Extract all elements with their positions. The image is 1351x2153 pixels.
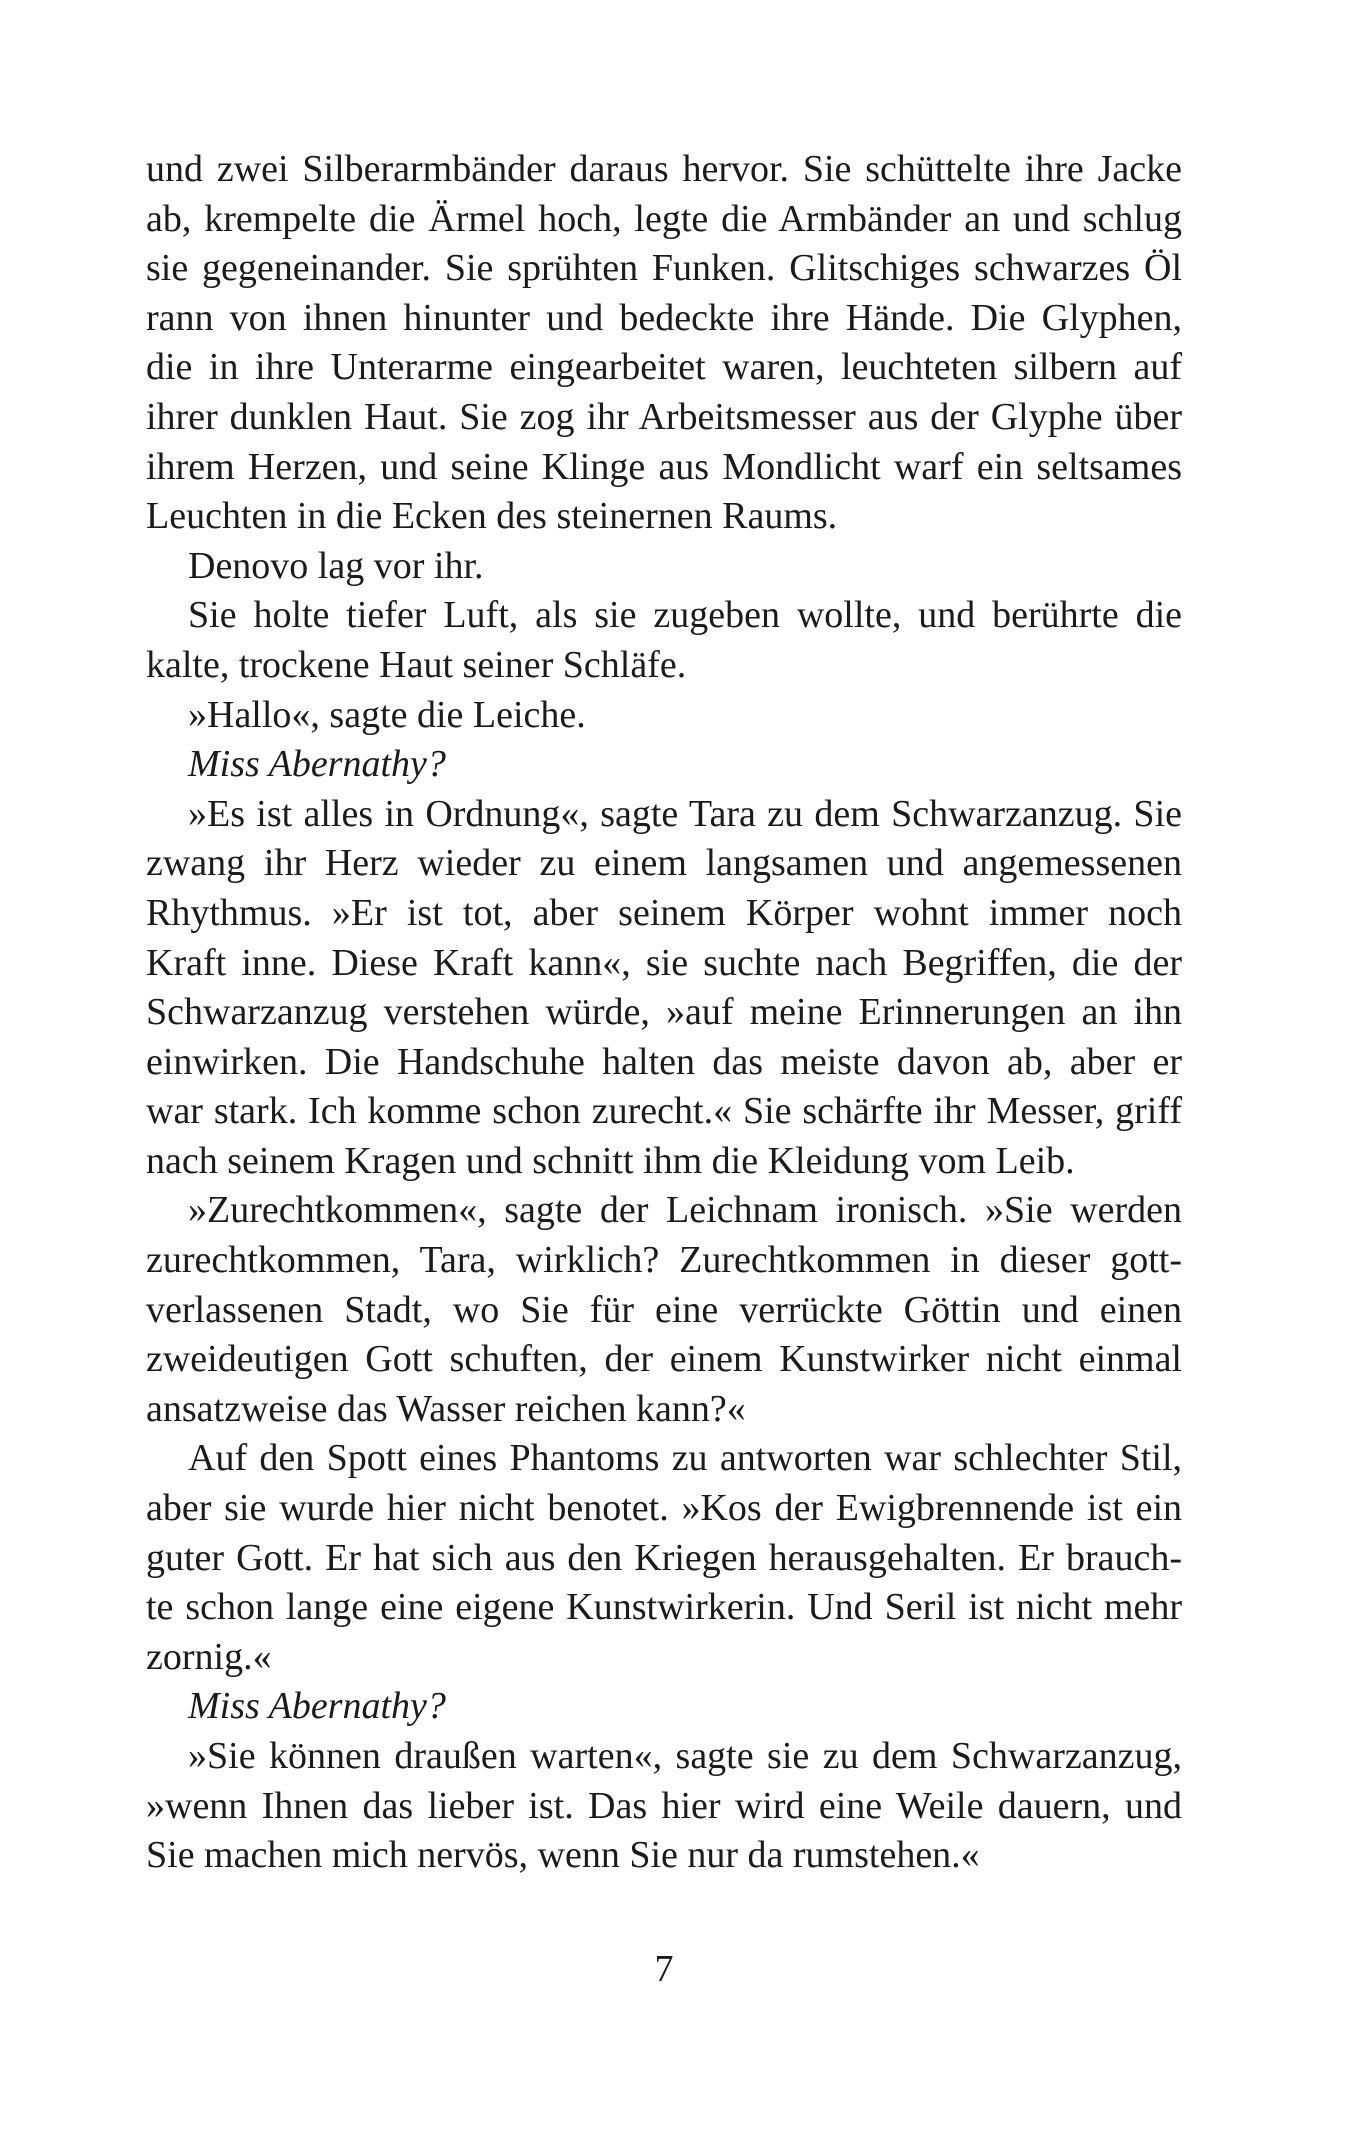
text-line-12	[146, 691, 1182, 741]
text-line-content: »Hallo«, sagte die Leiche.	[188, 693, 586, 736]
text-line-content: te schon lange eine eigene Kunstwirkerin. Und Seril ist nicht mehr	[146, 1586, 1182, 1629]
text-line-content: die in ihre Unterarme eingearbeitet waren, leuchteten silbern auf	[146, 346, 1182, 389]
text-line-3	[146, 244, 1182, 294]
text-line-content: Kraft inne. Diese Kraft kann«, sie suchte nach Begriffen, die der	[146, 941, 1182, 984]
text-line-content: ab, krempelte die Ärmel hoch, legte die Armbänder an und schlug	[146, 197, 1182, 240]
text-line-15	[146, 839, 1182, 889]
text-line-20	[146, 1087, 1182, 1137]
text-line-17	[146, 939, 1182, 989]
text-block	[146, 145, 1182, 1881]
text-line-29	[146, 1534, 1182, 1584]
text-line-content: verlassenen Stadt, wo Sie für eine verrückte Göttin und einen	[146, 1288, 1182, 1331]
text-line-10	[146, 591, 1182, 641]
text-line-content: rann von ihnen hinunter und bedeckte ihre Hände. Die Glyphen,	[146, 296, 1182, 339]
text-line-content: und zwei Silberarmbänder daraus hervor. Sie schüttelte ihre Jacke	[146, 148, 1182, 190]
text-line-13	[146, 740, 1182, 790]
text-line-content: zurechtkommen, Tara, wirklich? Zurechtkommen in dieser gott-	[146, 1239, 1182, 1282]
text-line-16	[146, 889, 1182, 939]
text-line-content: war stark. Ich komme schon zurecht.« Sie schärfte ihr Messer, griff	[146, 1090, 1182, 1133]
text-line-31	[146, 1633, 1182, 1683]
text-line-2	[146, 195, 1182, 245]
text-line-24	[146, 1286, 1182, 1336]
text-line-14	[146, 790, 1182, 840]
text-line-19	[146, 1038, 1182, 1088]
text-line-25	[146, 1335, 1182, 1385]
text-line-18	[146, 988, 1182, 1038]
text-line-content: »Es ist alles in Ordnung«, sagte Tara zu dem Schwarzanzug. Sie	[188, 792, 1182, 835]
text-line-content: sie gegeneinander. Sie sprühten Funken. Glitschiges schwarzes Öl	[146, 247, 1182, 290]
text-line-33	[146, 1732, 1182, 1782]
text-line-content: kalte, trockene Haut seiner Schläfe.	[146, 643, 687, 686]
text-line-content: zweideutigen Gott schuften, der einem Kunstwirker nicht einmal	[146, 1338, 1182, 1381]
text-line-content: Rhythmus. »Er ist tot, aber seinem Körper wohnt immer noch	[146, 891, 1182, 934]
text-line-4	[146, 294, 1182, 344]
page-number: 7	[654, 1948, 674, 1990]
text-line-content: »wenn Ihnen das lieber ist. Das hier wird eine Weile dauern, und	[146, 1784, 1182, 1827]
text-line-content: Leuchten in die Ecken des steinernen Raums.	[146, 495, 838, 538]
text-line-1	[146, 145, 1182, 195]
text-line-9	[146, 542, 1182, 592]
text-line-content: nach seinem Kragen und schnitt ihm die Kleidung vom Leib.	[146, 1139, 1075, 1182]
text-line-content: »Zurechtkommen«, sagte der Leichnam ironisch. »Sie werden	[188, 1189, 1182, 1232]
text-line-8	[146, 492, 1182, 542]
text-line-content: Schwarzanzug verstehen würde, »auf meine Erinnerungen an ihn	[146, 991, 1182, 1034]
text-line-content: Denovo lag vor ihr.	[188, 544, 484, 587]
text-line-6	[146, 393, 1182, 443]
text-line-content: zornig.«	[146, 1635, 272, 1678]
text-line-content: »Sie können draußen warten«, sagte sie zu dem Schwarzanzug,	[188, 1735, 1182, 1777]
text-line-35	[146, 1831, 1182, 1881]
text-line-27	[146, 1434, 1182, 1484]
text-line-7	[146, 443, 1182, 493]
text-line-content: ihrem Herzen, und seine Klinge aus Mondlicht warf ein seltsames	[146, 445, 1182, 488]
text-line-5	[146, 343, 1182, 393]
text-line-content: Sie machen mich nervös, wenn Sie nur da rumstehen.«	[146, 1834, 980, 1877]
text-line-content: zwang ihr Herz wieder zu einem langsamen und angemessenen	[146, 842, 1182, 885]
text-line-23	[146, 1236, 1182, 1286]
text-line-content: ansatzweise das Wasser reichen kann?«	[146, 1387, 746, 1430]
text-line-28	[146, 1484, 1182, 1534]
text-line-32	[146, 1682, 1182, 1732]
text-line-content: Sie holte tiefer Luft, als sie zugeben wollte, und berührte die	[188, 594, 1182, 637]
text-line-content: ihrer dunklen Haut. Sie zog ihr Arbeitsmesser aus der Glyphe über	[146, 395, 1182, 438]
text-line-34	[146, 1782, 1182, 1832]
text-line-content: guter Gott. Er hat sich aus den Kriegen herausgehalten. Er brauch-	[146, 1536, 1182, 1579]
text-line-26	[146, 1385, 1182, 1435]
text-line-21	[146, 1137, 1182, 1187]
text-line-content: Miss Abernathy?	[188, 1685, 446, 1728]
text-line-content: Miss Abernathy?	[188, 743, 446, 786]
text-line-content: aber sie wurde hier nicht benotet. »Kos der Ewigbrennende ist ein	[146, 1487, 1182, 1530]
text-line-30	[146, 1583, 1182, 1633]
text-line-22	[146, 1186, 1182, 1236]
text-line-content: einwirken. Die Handschuhe halten das meiste davon ab, aber er	[146, 1040, 1182, 1083]
text-line-11	[146, 641, 1182, 691]
text-line-content: Auf den Spott eines Phantoms zu antworten war schlechter Stil,	[188, 1437, 1182, 1480]
